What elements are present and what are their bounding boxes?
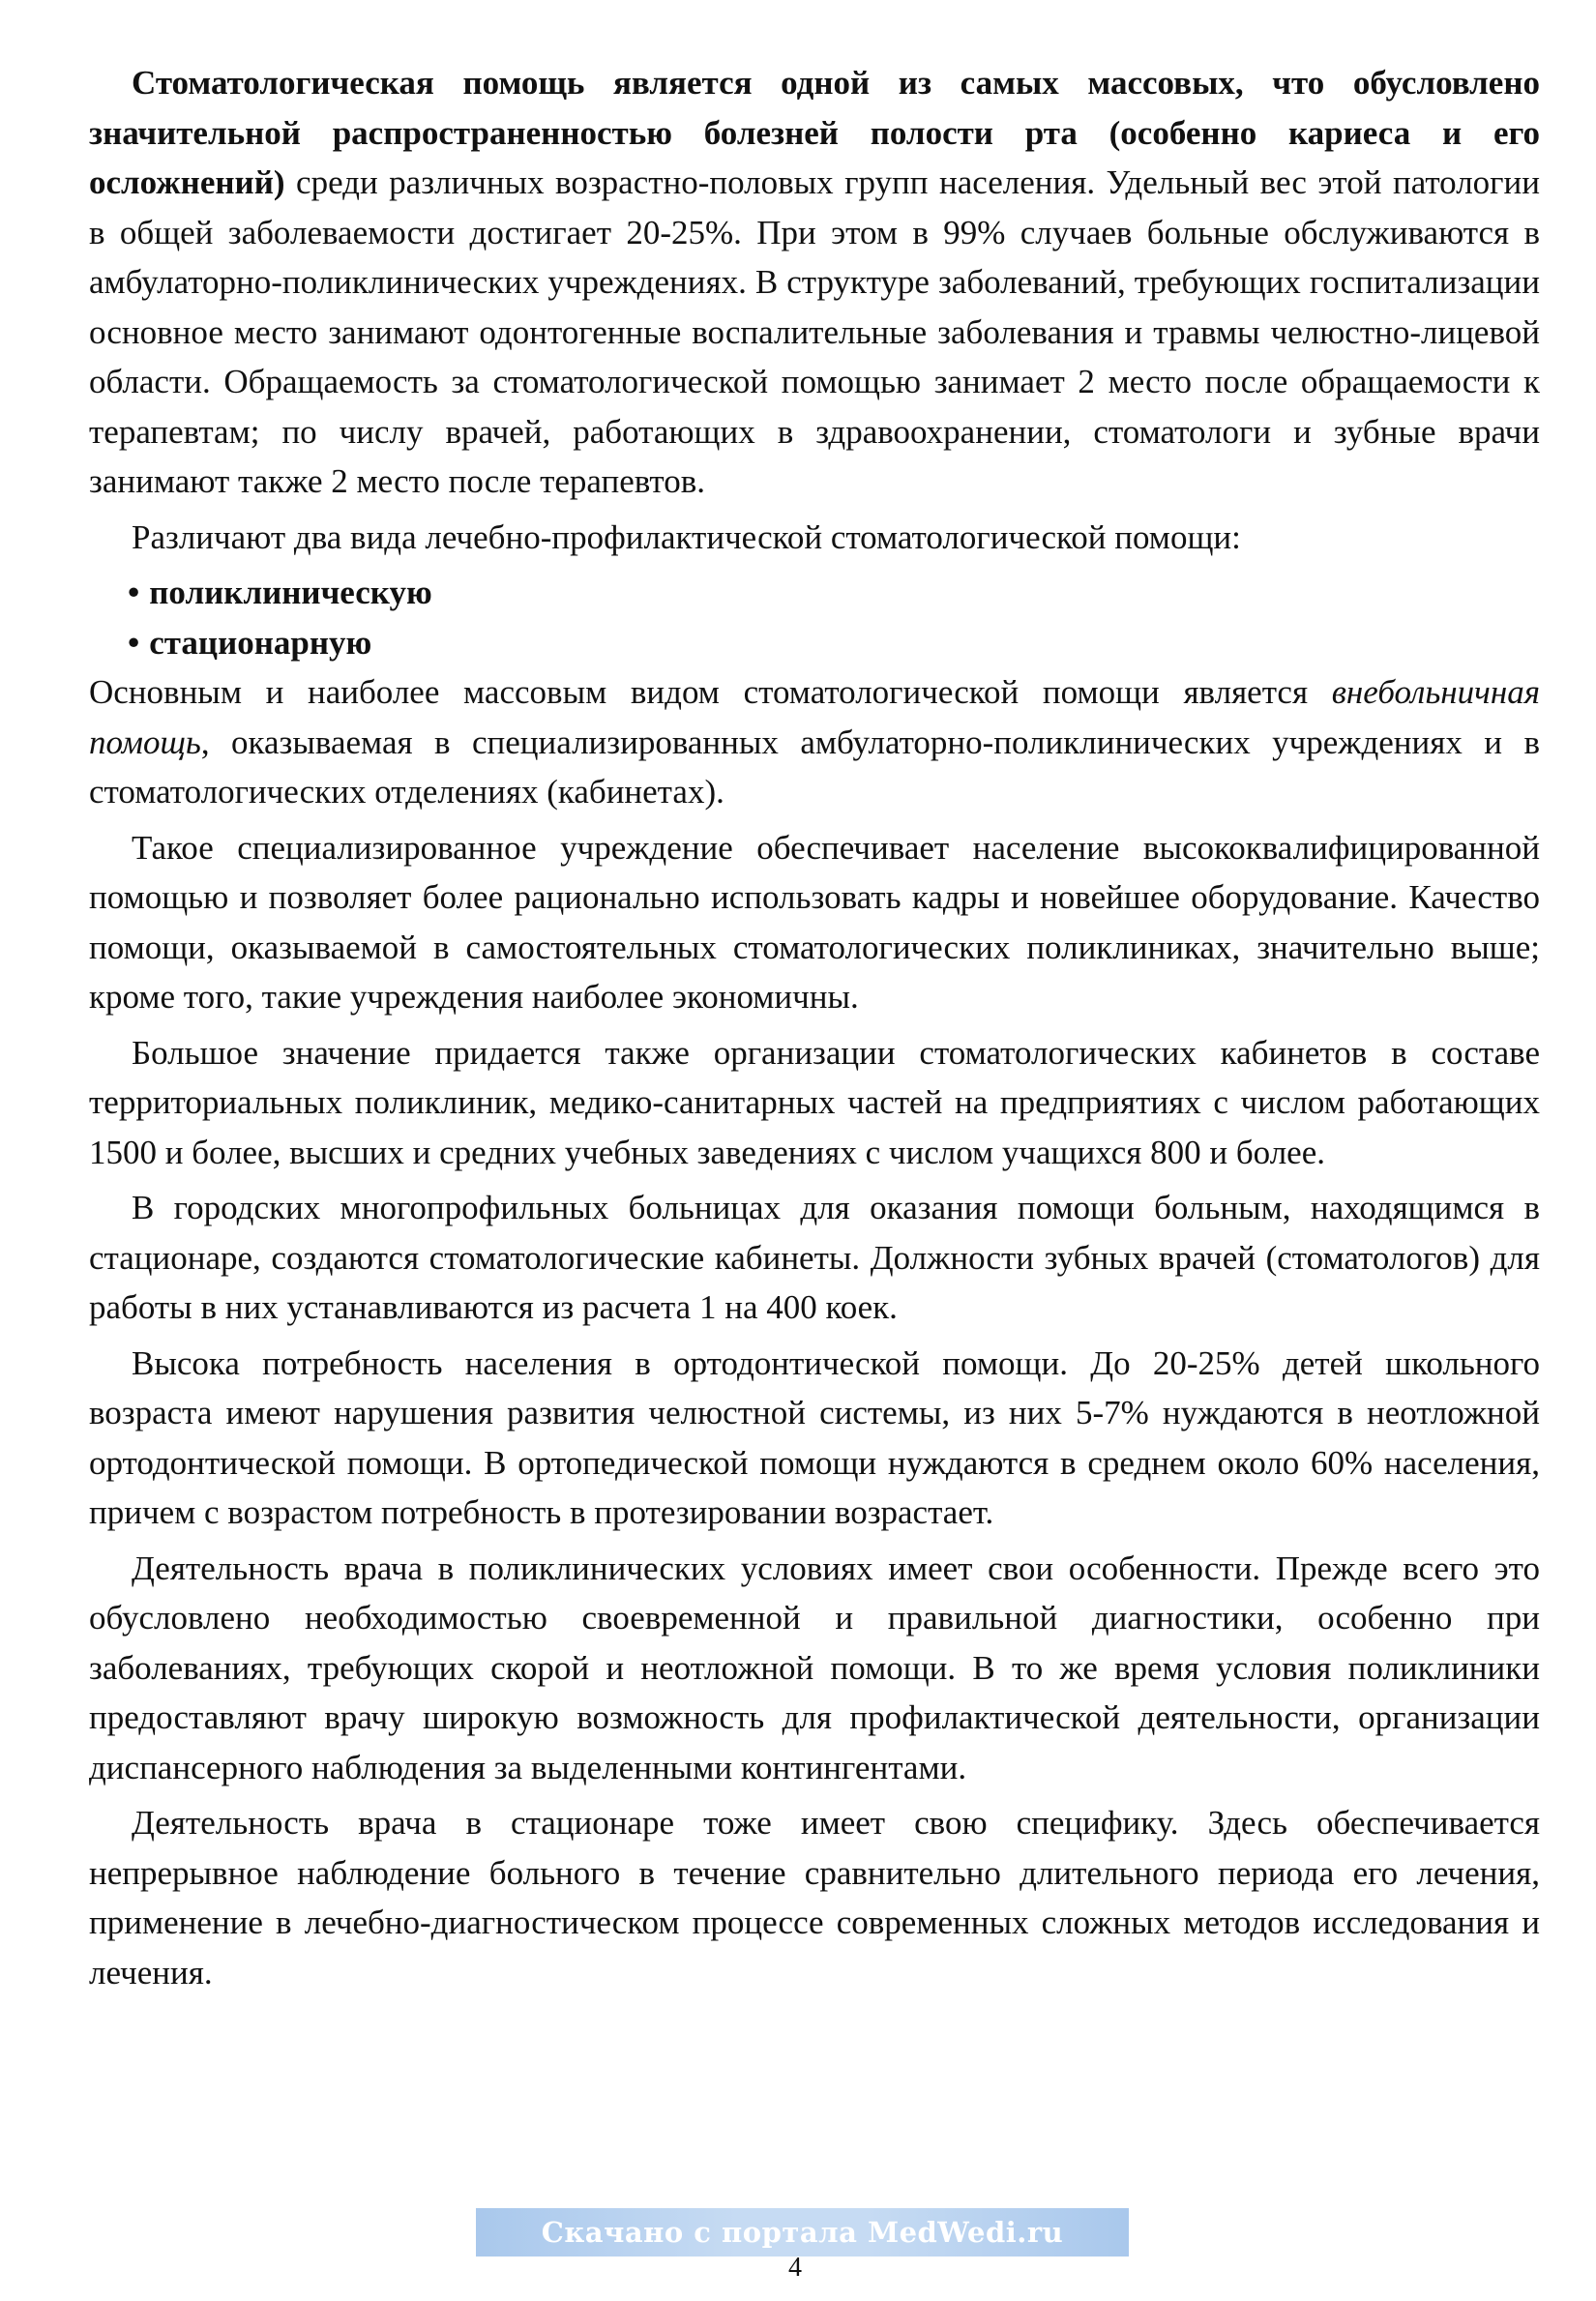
paragraph-main-type-start: Основным и наиболее массовым видом стоматологической помощи является (89, 673, 1332, 711)
paragraph-main-type-end: , оказываемая в специализированных амбулаторно-поликлинических учреждениях и в стоматологических отделениях (кабинетах). (89, 723, 1540, 811)
paragraph-main-type-italic: внебольничная помощь (89, 673, 1540, 761)
bullet-item (89, 568, 1540, 618)
paragraph-main-type (89, 667, 1540, 817)
paragraph-hospitals: В городских многопрофильных больницах для оказания помощи больным, находящимся в стационаре, создаются стоматологические кабинеты. Должности зубных врачей (стоматологов) для работы в них устанавливаются из расчета 1 на 400 коек. (89, 1189, 1540, 1326)
paragraph-intro-rest: среди различных возрастно-половых групп населения. Удельный вес этой патологии в общей заболеваемости достигает 20-25%. При этом в 99% случаев больные обслуживаются в амбулаторно-поликлинических учреждениях. В структуре заболеваний, требующих госпитализации основное место занимают одонтогенные воспалительные заболевания и травмы челюстно-лицевой области. Обращаемость за стоматологической помощью занимает 2 место после обращаемости к терапевтам; по числу врачей, работающих в здравоохранении, стоматологи и зубные врачи занимают также 2 место после терапевтов. (89, 163, 1540, 500)
bullet-dot-icon: • (128, 623, 140, 662)
bullet-item (89, 618, 1540, 668)
paragraph-polyclinic-work: Деятельность врача в поликлинических условиях имеет свои особенности. Прежде всего это обусловлено необходимостью своевременной и правильной диагностики, особенно при заболеваниях, требующих скорой и неотложной помощи. В то же время условия поликлиники предоставляют врачу широкую возможность для профилактической деятельности, организации диспансерного наблюдения за выделенными контингентами. (89, 1549, 1540, 1786)
page-number: 4 (788, 2253, 802, 2283)
bullet-text: поликлиническую (149, 574, 432, 611)
paragraph-hospital-work: Деятельность врача в стационаре тоже имеет свою специфику. Здесь обеспечивается непрерывное наблюдение больного в течение сравнительно длительного периода его лечения, применение в лечебно-диагностическом процессе современных сложных методов исследования и лечения. (89, 1804, 1540, 1991)
paragraph-offices: Большое значение придается также организации стоматологических кабинетов в составе территориальных поликлиник, медико-санитарных частей на предприятиях с числом работающих 1500 и более, высших и средних учебных заведениях с числом учащихся 800 и более. (89, 1033, 1540, 1171)
bullet-text: стационарную (149, 623, 372, 662)
bullet-dot-icon: • (128, 574, 140, 611)
download-watermark: Скачано с портала MedWedi.ru (476, 2208, 1129, 2257)
paragraph-specialized: Такое специализированное учреждение обеспечивает население высококвалифицированной помощью и позволяет более рационально использовать кадры и новейшее оборудование. Качество помощи, оказываемой в самостоятельных стоматологических поликлиниках, значительно выше; кроме того, такие учреждения наиболее экономичны. (89, 828, 1540, 1016)
paragraph-types: Различают два вида лечебно-профилактической стоматологической помощи: (132, 517, 1241, 556)
paragraph-orthodontic: Высока потребность населения в ортодонтической помощи. До 20-25% детей школьного возраста имеют нарушения развития челюстной системы, из них 5-7% нуждаются в неотложной ортодонтической помощи. В ортопедической помощи нуждаются в среднем около 60% населения, причем с возрастом потребность в протезировании возрастает. (89, 1343, 1540, 1531)
document-page (89, 58, 1540, 2003)
paragraph-intro (89, 58, 1540, 507)
paragraph-intro-bold: Стоматологическая помощь является одной из самых массовых, что обусловлено значительной распространенностью болезней полости рта (особенно кариеса и его осложнений) (89, 64, 1540, 201)
